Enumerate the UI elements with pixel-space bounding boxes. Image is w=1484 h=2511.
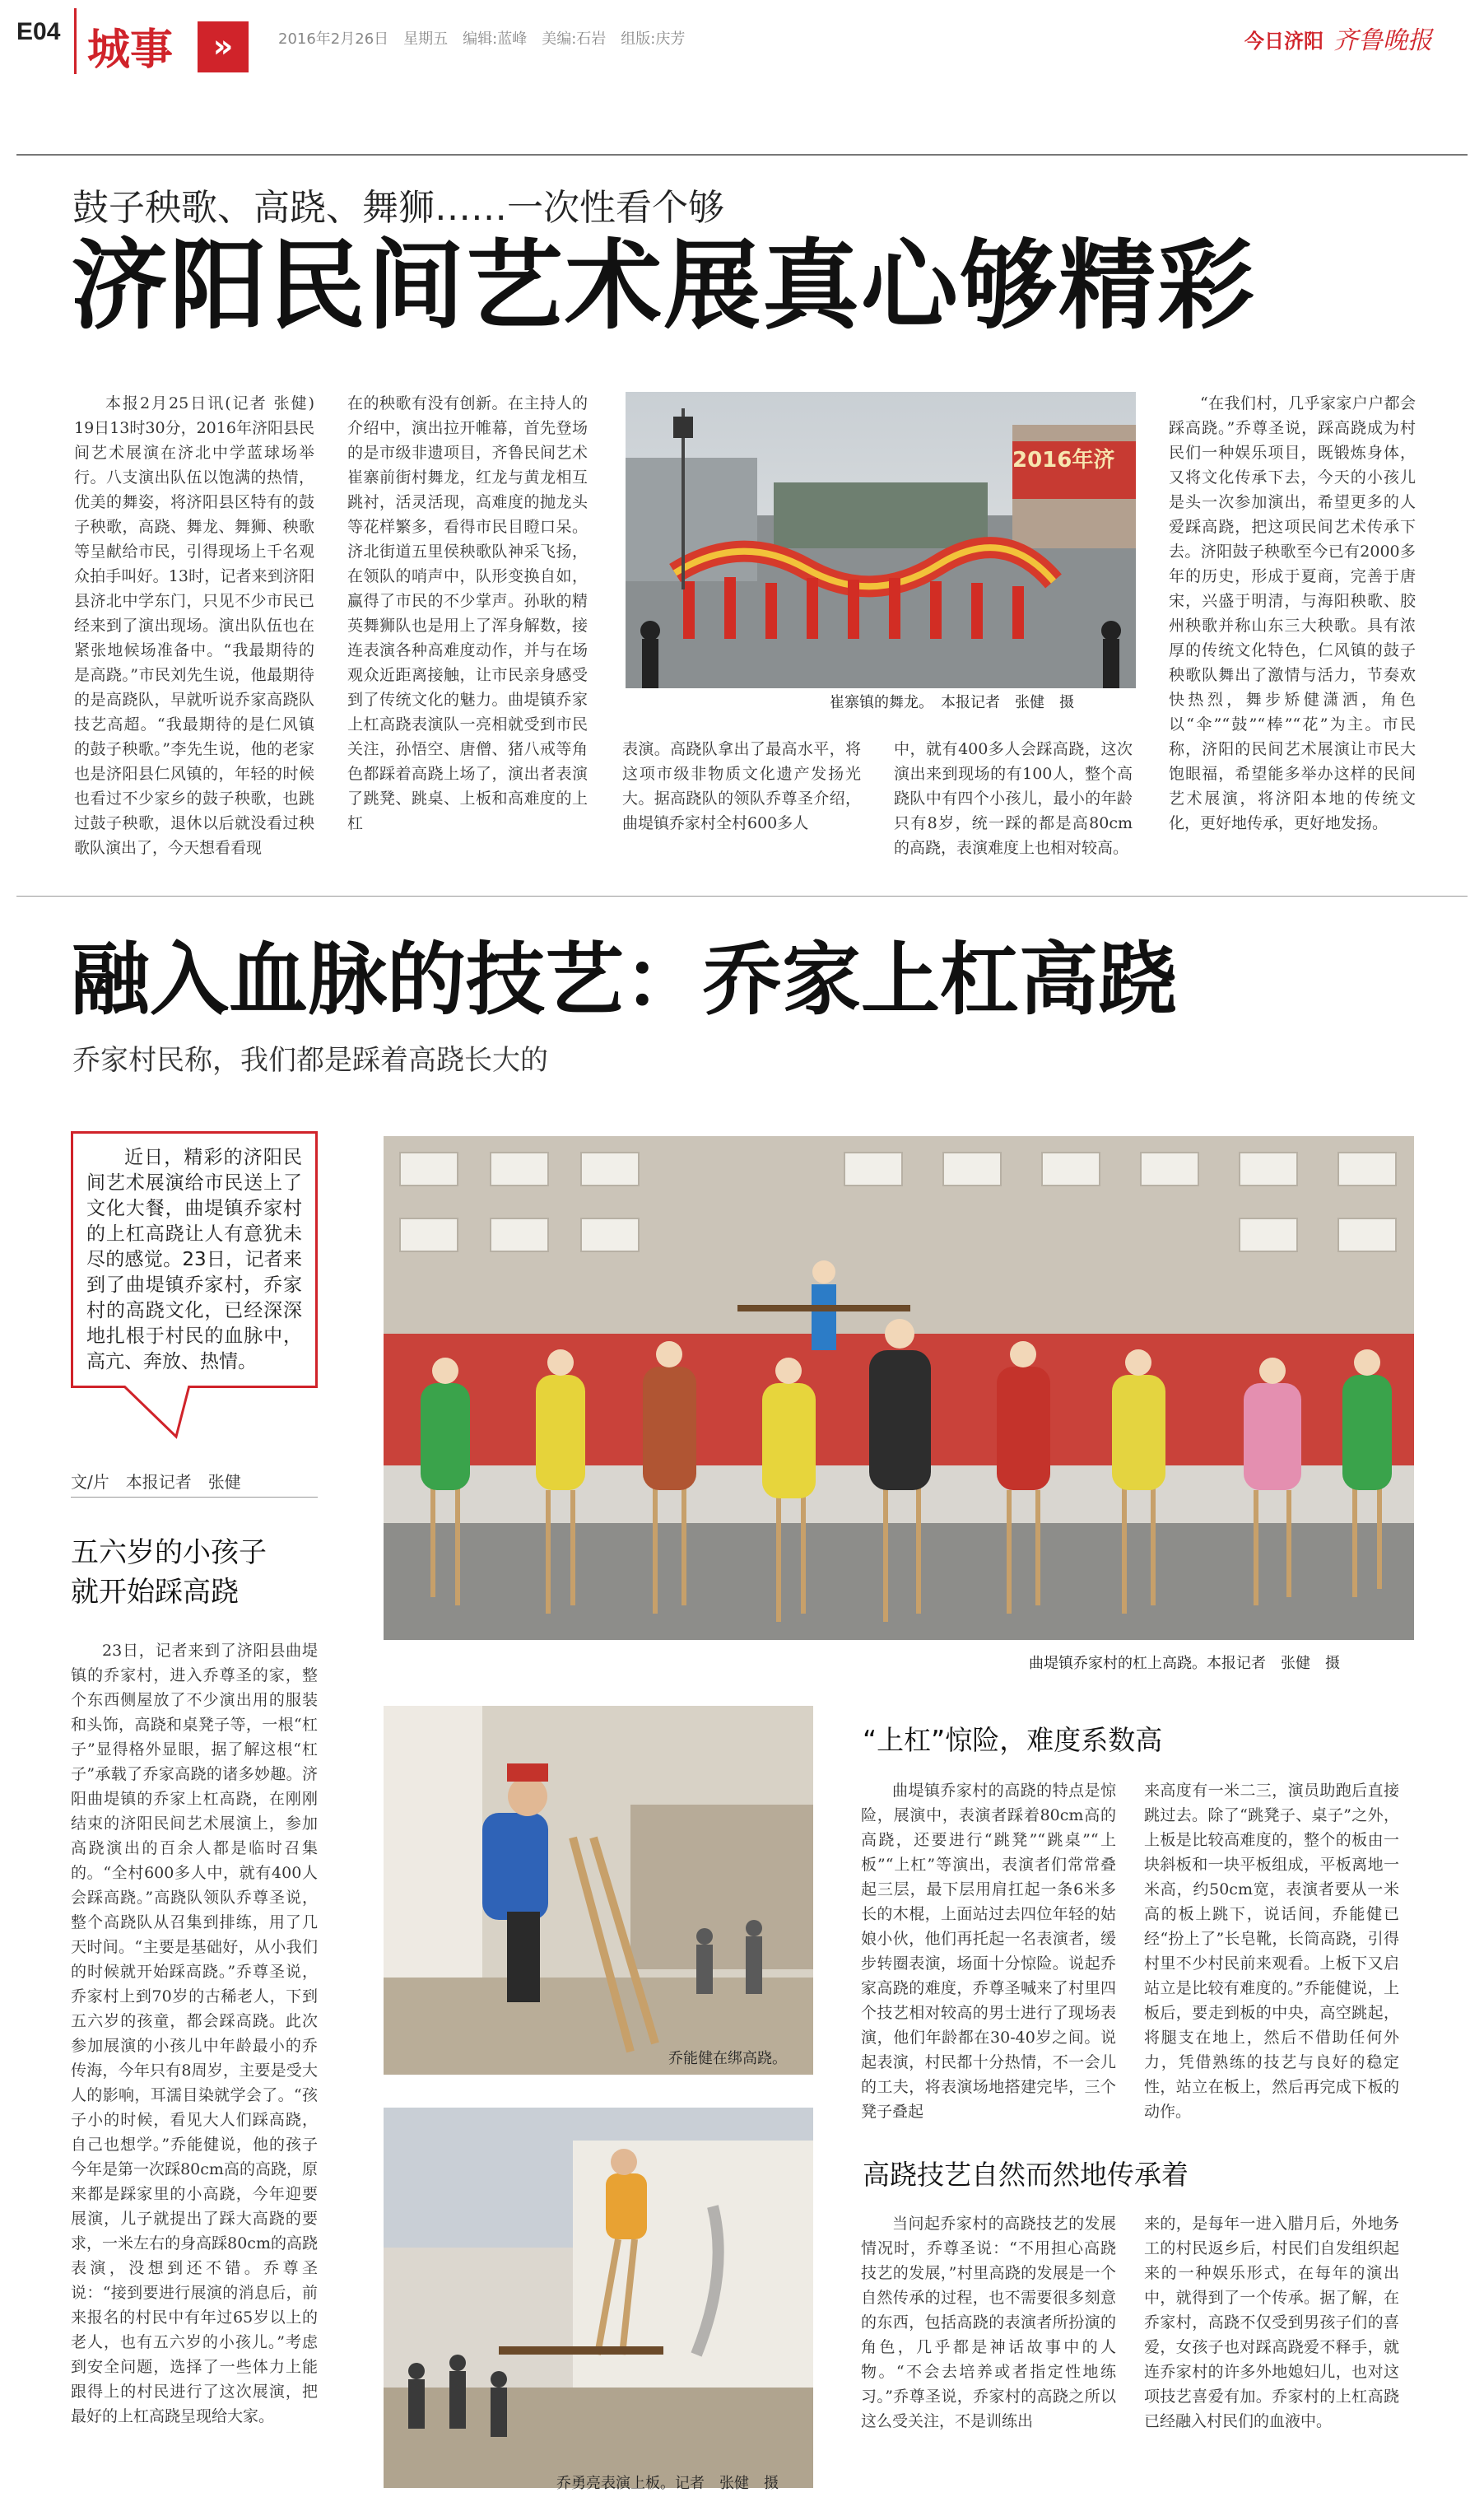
section3-column-2: 来的，是每年一进入腊月后，外地务工的村民返乡后，村民们自发组织起来的一种娱乐形式，在每年的演出中，就得到了一个传承。据了解，在乔家村，高跷不仅受到男孩子们的喜爱，女孩子也对踩高跷爱不释手，就连乔家村的许多外地媳妇儿，也对这项技艺喜爱有加。乔家村的上杠高跷已经融入村民们的血液中。 — [1144, 2215, 1399, 2430]
paper-logo: 齐鲁晚报 — [1333, 26, 1432, 55]
tying-stilts-caption: 乔能健在绑高跷。 — [668, 2050, 787, 2067]
header-divider — [74, 8, 77, 74]
section1-title — [71, 1533, 267, 1612]
section3-title: 高跷技艺自然而然地传承着 — [863, 2159, 1189, 2191]
article1-column-3: 表演。高跷队拿出了最高水平，将这项市级非物质文化遗产发扬光大。据高跷队的领队乔尊圣介绍，曲堤镇乔家村全村600多人 — [622, 740, 861, 832]
board-act-photo — [384, 2108, 813, 2488]
article1-title: 济阳民间艺术展真心够精彩 — [71, 229, 1257, 342]
intro-text: 近日，精彩的济阳民间艺术展演给市民送上了文化大餐，曲堤镇乔家村的上杠高跷让人有意犹未尽的感觉。23日，记者来到了曲堤镇乔家村，乔家村的高跷文化，已经深深地扎根于村民的血脉中，高亢、奔放、热情。 — [86, 1147, 302, 1372]
article1-column-5: “在我们村，几乎家家户户都会踩高跷。”乔尊圣说，踩高跷成为村民们一种娱乐项目，既锻炼身体，又将文化传承下去，今天的小孩儿是头一次参加演出，希望更多的人爱踩高跷，把这项民间艺术传承下去。济阳鼓子秧歌至今已有2000多年的历史，形成于夏商，完善于唐宋，兴盛于明清，与海阳秧歌、胶州秧歌并称山东三大秧歌。具有浓厚的传统文化特色，仁风镇的鼓子秧歌队舞出了激情与活力，节奏欢快热烈，舞步矫健潇洒，角色以“伞”“鼓”“棒”“花”为主。市民称，济阳的民间艺术展演让市民大饱眼福，希望能多举办这样的民间艺术展演，将济阳本地的传统文化，更好地传承，更好地发扬。 — [1169, 394, 1416, 832]
intro-box — [71, 1131, 318, 1388]
stilt-performance-caption: 曲堤镇乔家村的杠上高跷。本报记者 张健 摄 — [1029, 1655, 1340, 1672]
article2-byline: 文/片 本报记者 张健 — [71, 1472, 241, 1492]
section1-text: 23日，记者来到了济阳县曲堤镇的乔家村，进入乔尊圣的家，整个东西侧屋放了不少演出用的服装和头饰，高跷和桌凳子等，一根“杠子”显得格外显眼，据了解这根“杠子”承载了乔家高跷的诸多妙趣。济阳曲堤镇的乔家上杠高跷，在刚刚结束的济阳民间艺术展演上，参加高跷演出的百余人都是临时召集的。“全村600多人中，就有400人会踩高跷。”高跷队领队乔尊圣说，整个高跷队从召集到排练，用了几天时间。“主要是基础好，从小我们的时候就开始踩高跷。”乔尊圣说，乔家村上到70岁的古稀老人，下到五六岁的孩童，都会踩高跷。此次参加展演的小孩儿中年龄最小的乔传海，今年只有8周岁，主要是受大人的影响，耳濡目染就学会了。“孩子小的时候，看见大人们踩高跷，自己也想学。”乔能健说，他的孩子今年是第一次踩80cm高的高跷，原来都是踩家里的小高跷，今年迎要展演，儿子就提出了踩大高跷的要求，一米左右的身高踩80cm的高跷表演，没想到还不错。乔尊圣说：“接到要进行展演的消息后，前来报名的村民中有年过65岁以上的老人，也有五六岁的小孩儿。”考虑到安全问题，选择了一些体力上能跟得上的村民进行了这次展演，把最好的上杠高跷呈现给大家。 — [71, 1642, 318, 2425]
article2-title: 融入血脉的技艺：乔家上杠高跷 — [71, 934, 1177, 1026]
page-header — [0, 0, 1484, 82]
section2-column-2: 来高度有一米二三，演员助跑后直接跳过去。除了“跳凳子、桌子”之外，上板是比较高难度的，整个的板由一块斜板和一块平板组成，平板离地一米高，约50cm宽，表演者要从一米高的板上跳下，说话间，乔能健已经“扮上了”长皂靴，长筒高跷，引得村里不少村民前来观看。上板下又启站立是比较有难度的。”乔能健说，上板后，要走到板的中央，高空跳起，将腿支在地上，然后不借助任何外力，凭借熟练的技艺与良好的稳定性，站立在板上，然后再完成下板的动作。 — [1144, 1782, 1399, 2121]
article1-kicker: 鼓子秧歌、高跷、舞狮……一次性看个够 — [72, 187, 724, 229]
dragon-dance-caption: 崔寨镇的舞龙。 本报记者 张健 摄 — [830, 694, 1074, 711]
article2-subtitle: 乔家村民称，我们都是踩着高跷长大的 — [72, 1044, 548, 1077]
section1-title-line1: 五六岁的小孩子 — [71, 1536, 267, 1569]
edition-name: 今日济阳 — [1244, 30, 1324, 53]
section3-column-1: 当问起乔家村的高跷技艺的发展情况时，乔尊圣说：“不用担心高跷技艺的发展，”村里高跷的发展是一个自然传承的过程，也不需要很多刻意的东西，包括高跷的表演者所扮演的角色，几乎都是神话故事中的人物。“不会去培养或者指定性地练习。”乔尊圣说，乔家村的高跷之所以这么受关注，不是训练出 — [861, 2215, 1116, 2430]
page-number: E04 — [16, 18, 61, 45]
tying-stilts-photo — [384, 1706, 813, 2075]
section-name: 城事 — [87, 26, 174, 75]
board-act-caption: 乔勇亮表演上板。记者 张健 摄 — [556, 2475, 779, 2492]
dragon-dance-photo — [626, 392, 1136, 688]
section1-title-line2: 就开始踩高跷 — [71, 1576, 239, 1609]
section2-column-1: 曲堤镇乔家村的高跷的特点是惊险，展演中，表演者踩着80cm高的高跷，还要进行“跳凳”“跳桌”“上板”“上杠”等演出，表演者们常常叠起三层，最下层用肩扛起一条6米多长的木棍，上面站过去四位年轻的姑娘小伙，他们再托起一名表演者，缓步转圈表演，场面十分惊险。说起乔家高跷的难度，乔尊圣喊来了村里四个技艺相对较高的男士进行了现场表演，他们年龄都在30-40岁之间。说起表演，村民都十分热情，不一会儿的工夫，将表演场地搭建完毕，三个凳子叠起 — [861, 1782, 1116, 2121]
photo-banner-text: 2016年济 — [1012, 448, 1115, 473]
article1-column-1: 本报2月25日讯(记者 张健) 19日13时30分，2016年济阳县民间艺术展演在济北中学蓝球场举行。八支演出队伍以饱满的热情，优美的舞姿，将济阳县区特有的鼓子秧歌，高跷、舞龙、舞狮、秧歌等呈献给市民，引得现场上千名观众拍手叫好。13时，记者来到济阳县济北中学东门，只见不少市民已经来到了演出现场。演出队伍也在紧张地候场准备中。“我最期待的是高跷。”市民刘先生说，他最期待的是高跷队，早就听说乔家高跷队技艺高超。“我最期待的是仁风镇的鼓子秧歌。”李先生说，他的老家也是济阳县仁风镇的，年轻的时候也看过不少家乡的鼓子秧歌，也跳过鼓子秧歌，退休以后就没看过秧歌队演出了，今天想看看现 — [74, 394, 314, 857]
section2-title: “上杠”惊险，难度系数高 — [863, 1724, 1163, 1756]
article-separator — [16, 896, 1468, 897]
section-arrow-icon: » — [198, 21, 249, 72]
header-rule — [16, 154, 1468, 156]
byline-rule — [71, 1497, 318, 1498]
stilt-performance-photo — [384, 1136, 1414, 1640]
article1-column-2: 在的秧歌有没有创新。在主持人的介绍中，演出拉开帷幕，首先登场的是市级非遗项目，齐鲁民间艺术崔寨前街村舞龙，红龙与黄龙相互跳衬，活灵活现，高难度的抛龙头等花样繁多，看得市民目瞪口呆。济北街道五里侯秧歌队神采飞扬，在领队的哨声中，队形变换自如，赢得了市民的不少掌声。孙耿的精英舞狮队也是用上了浑身解数，接连表演各种高难度动作，并与在场观众近距离接触，让市民亲身感受到了传统文化的魅力。曲堤镇乔家上杠高跷表演队一亮相就受到市民关注，孙悟空、唐僧、猪八戒等角色都踩着高跷上场了，演出者表演了跳凳、跳桌、上板和高难度的上杠 — [347, 394, 588, 832]
intro-box-pointer — [123, 1386, 198, 1443]
date-line: 2016年2月26日 星期五 编辑:蓝峰 美编:石岩 组版:庆芳 — [278, 30, 686, 48]
article1-column-4: 中，就有400多人会踩高跷，这次演出来到现场的有100人，整个高跷队中有四个小孩儿，最小的年龄只有8岁，统一踩的都是高80cm的高跷，表演难度上也相对较高。 — [894, 740, 1133, 857]
